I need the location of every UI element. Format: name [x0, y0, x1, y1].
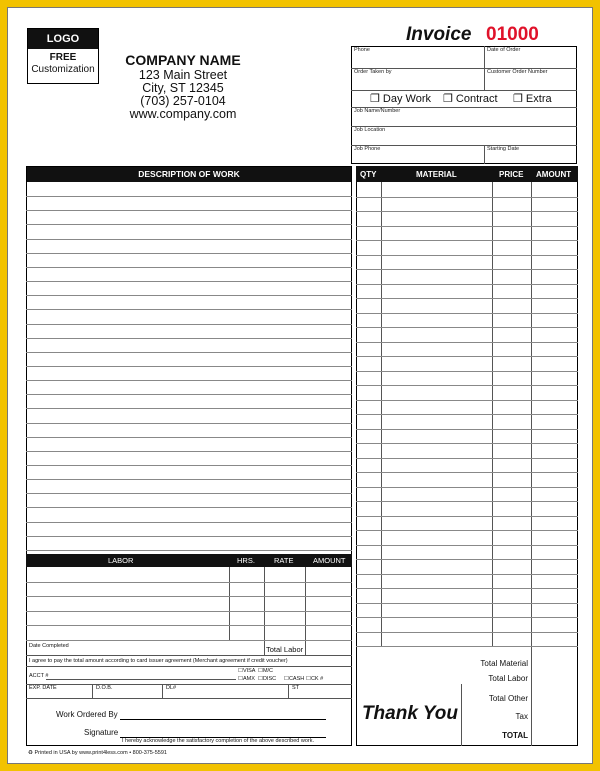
logo-box — [27, 28, 99, 84]
labor-row-line — [26, 640, 352, 641]
contract-label: Contract — [455, 93, 498, 105]
dob-field[interactable]: D.O.B. — [96, 685, 113, 691]
material-header: MATERIAL — [416, 170, 457, 179]
material-row-line — [356, 400, 578, 401]
description-line — [26, 224, 352, 225]
material-row-line — [356, 574, 578, 575]
description-line — [26, 210, 352, 211]
material-row-line — [356, 501, 578, 502]
visa-label: VISA — [242, 668, 256, 674]
description-header: DESCRIPTION OF WORK — [26, 166, 352, 182]
description-line — [26, 394, 352, 395]
material-row-line — [356, 342, 578, 343]
description-line — [26, 309, 352, 310]
visa-checkbox[interactable]: ☐VISA — [238, 668, 256, 674]
labor-row-line — [26, 625, 352, 626]
exp-date-field[interactable]: EXP. DATE — [29, 685, 57, 691]
acknowledgement-text: I hereby acknowledge the satisfactory completion of the above described work. — [122, 738, 314, 744]
material-row-line — [356, 617, 578, 618]
material-row-line — [356, 313, 578, 314]
grand-total-label: TOTAL — [502, 731, 528, 740]
total-labor-field[interactable]: Total Labor — [266, 645, 304, 654]
total-material-label: Total Material — [480, 659, 528, 668]
order-info-grid — [351, 46, 577, 164]
printed-by-label: Printed in USA by www.print4less.com • 800-375-5591 — [34, 750, 167, 756]
invoice-sheet — [7, 7, 593, 764]
mc-label: M/C — [262, 668, 274, 674]
company-phone: (703) 257-0104 — [140, 94, 226, 108]
description-line — [26, 196, 352, 197]
description-line — [26, 267, 352, 268]
order-taken-by-field[interactable]: Order Taken by — [354, 69, 392, 75]
thank-you-text: Thank You — [361, 703, 459, 724]
material-row-line — [356, 255, 578, 256]
date-of-order-field[interactable]: Date of Order — [487, 47, 521, 53]
job-name-field[interactable]: Job Name/Number — [354, 108, 401, 114]
labor-row-line — [26, 611, 352, 612]
material-row-line — [356, 211, 578, 212]
material-row-line — [356, 414, 578, 415]
material-row-line — [356, 545, 578, 546]
amount-header: AMOUNT — [536, 170, 572, 179]
description-line — [26, 437, 352, 438]
st-field[interactable]: ST — [292, 685, 300, 691]
cash-checkbox[interactable]: ☐CASH — [284, 676, 305, 682]
mc-checkbox[interactable]: ☐M/C — [258, 668, 274, 674]
material-row-line — [356, 559, 578, 560]
company-web: www.company.com — [129, 107, 237, 121]
description-line — [26, 352, 352, 353]
labor-row-line — [26, 582, 352, 583]
material-row-line — [356, 458, 578, 459]
material-row-line — [356, 197, 578, 198]
description-line — [26, 253, 352, 254]
company-name: COMPANY NAME — [125, 52, 241, 68]
recycle-icon: ♻ — [28, 750, 33, 756]
description-line — [26, 536, 352, 537]
logo-customization-label: Customization — [31, 64, 95, 75]
checkbox-contract[interactable]: ❐ Contract — [443, 93, 498, 105]
material-row-line — [356, 385, 578, 386]
material-row-line — [356, 327, 578, 328]
logo-free-label: FREE — [49, 52, 77, 63]
description-line — [26, 239, 352, 240]
total-other-label: Total Other — [488, 694, 528, 703]
date-completed-field[interactable]: Date Completed — [29, 643, 69, 649]
description-line — [26, 507, 352, 508]
material-row-line — [356, 284, 578, 285]
logo-label: LOGO — [28, 29, 98, 49]
description-line — [26, 451, 352, 452]
tax-label: Tax — [515, 712, 528, 721]
description-line — [26, 295, 352, 296]
material-row-line — [356, 298, 578, 299]
description-line — [26, 281, 352, 282]
total-labor-label: Total Labor — [488, 674, 528, 683]
invoice-number: 01000 — [486, 24, 539, 45]
material-row-line — [356, 603, 578, 604]
payment-agreement-text: I agree to pay the total amount according to card issuer agreement (Merchant agreement if credit voucher) — [29, 658, 288, 664]
labor-amount-col-header: AMOUNT — [313, 556, 346, 565]
description-line — [26, 408, 352, 409]
labor-header — [26, 554, 352, 567]
material-row-line — [356, 530, 578, 531]
check-checkbox[interactable]: ☐CK # — [306, 676, 324, 682]
material-row-line — [356, 240, 578, 241]
labor-col-header: LABOR — [108, 556, 134, 565]
material-row-line — [356, 429, 578, 430]
signature-label: Signature — [84, 728, 119, 737]
customer-order-number-field[interactable]: Customer Order Number — [487, 69, 548, 75]
price-header: PRICE — [499, 170, 524, 179]
hrs-col-header: HRS. — [237, 556, 255, 565]
description-line — [26, 366, 352, 367]
checkbox-day-work[interactable]: ❐ Day Work — [370, 93, 432, 105]
dl-field[interactable]: DL# — [166, 685, 177, 691]
material-row-line — [356, 472, 578, 473]
work-ordered-by-label: Work Ordered By — [56, 710, 118, 719]
company-city: City, ST 12345 — [142, 81, 224, 95]
description-line — [26, 493, 352, 494]
rate-col-header: RATE — [274, 556, 294, 565]
amx-label: AMX — [242, 676, 255, 682]
material-row-line — [356, 516, 578, 517]
material-row-line — [356, 226, 578, 227]
material-row-line — [356, 269, 578, 270]
printed-by-text — [28, 750, 167, 756]
phone-field[interactable]: Phone — [354, 47, 370, 53]
material-row-line — [356, 487, 578, 488]
invoice-title: Invoice — [406, 24, 472, 45]
material-row-line — [356, 588, 578, 589]
description-line — [26, 324, 352, 325]
company-info — [108, 54, 258, 121]
disc-label: DISC — [262, 676, 277, 682]
cash-label: CASH — [288, 676, 305, 682]
description-line — [26, 522, 352, 523]
job-phone-field[interactable]: Job Phone — [354, 146, 381, 152]
description-line — [26, 338, 352, 339]
description-line — [26, 479, 352, 480]
checkbox-extra[interactable]: ❐ Extra — [513, 93, 552, 105]
description-line — [26, 380, 352, 381]
amx-checkbox[interactable]: ☐AMX — [238, 676, 255, 682]
check-label: CK # — [310, 676, 324, 682]
description-line — [26, 550, 352, 551]
material-row-line — [356, 371, 578, 372]
material-row-line — [356, 356, 578, 357]
company-street: 123 Main Street — [138, 68, 228, 82]
description-line — [26, 465, 352, 466]
material-row-line — [356, 443, 578, 444]
description-line — [26, 423, 352, 424]
day-work-label: Day Work — [382, 93, 432, 105]
disc-checkbox[interactable]: ☐DISC — [258, 676, 277, 682]
material-row-line — [356, 646, 578, 647]
material-row-line — [356, 632, 578, 633]
extra-label: Extra — [525, 93, 552, 105]
acct-field[interactable]: ACCT # — [29, 673, 49, 679]
qty-header: QTY — [360, 170, 377, 179]
starting-date-field[interactable]: Starting Date — [487, 146, 520, 152]
work-ordered-by-line[interactable] — [120, 719, 326, 720]
job-location-field[interactable]: Job Location — [354, 127, 386, 133]
labor-row-line — [26, 596, 352, 597]
